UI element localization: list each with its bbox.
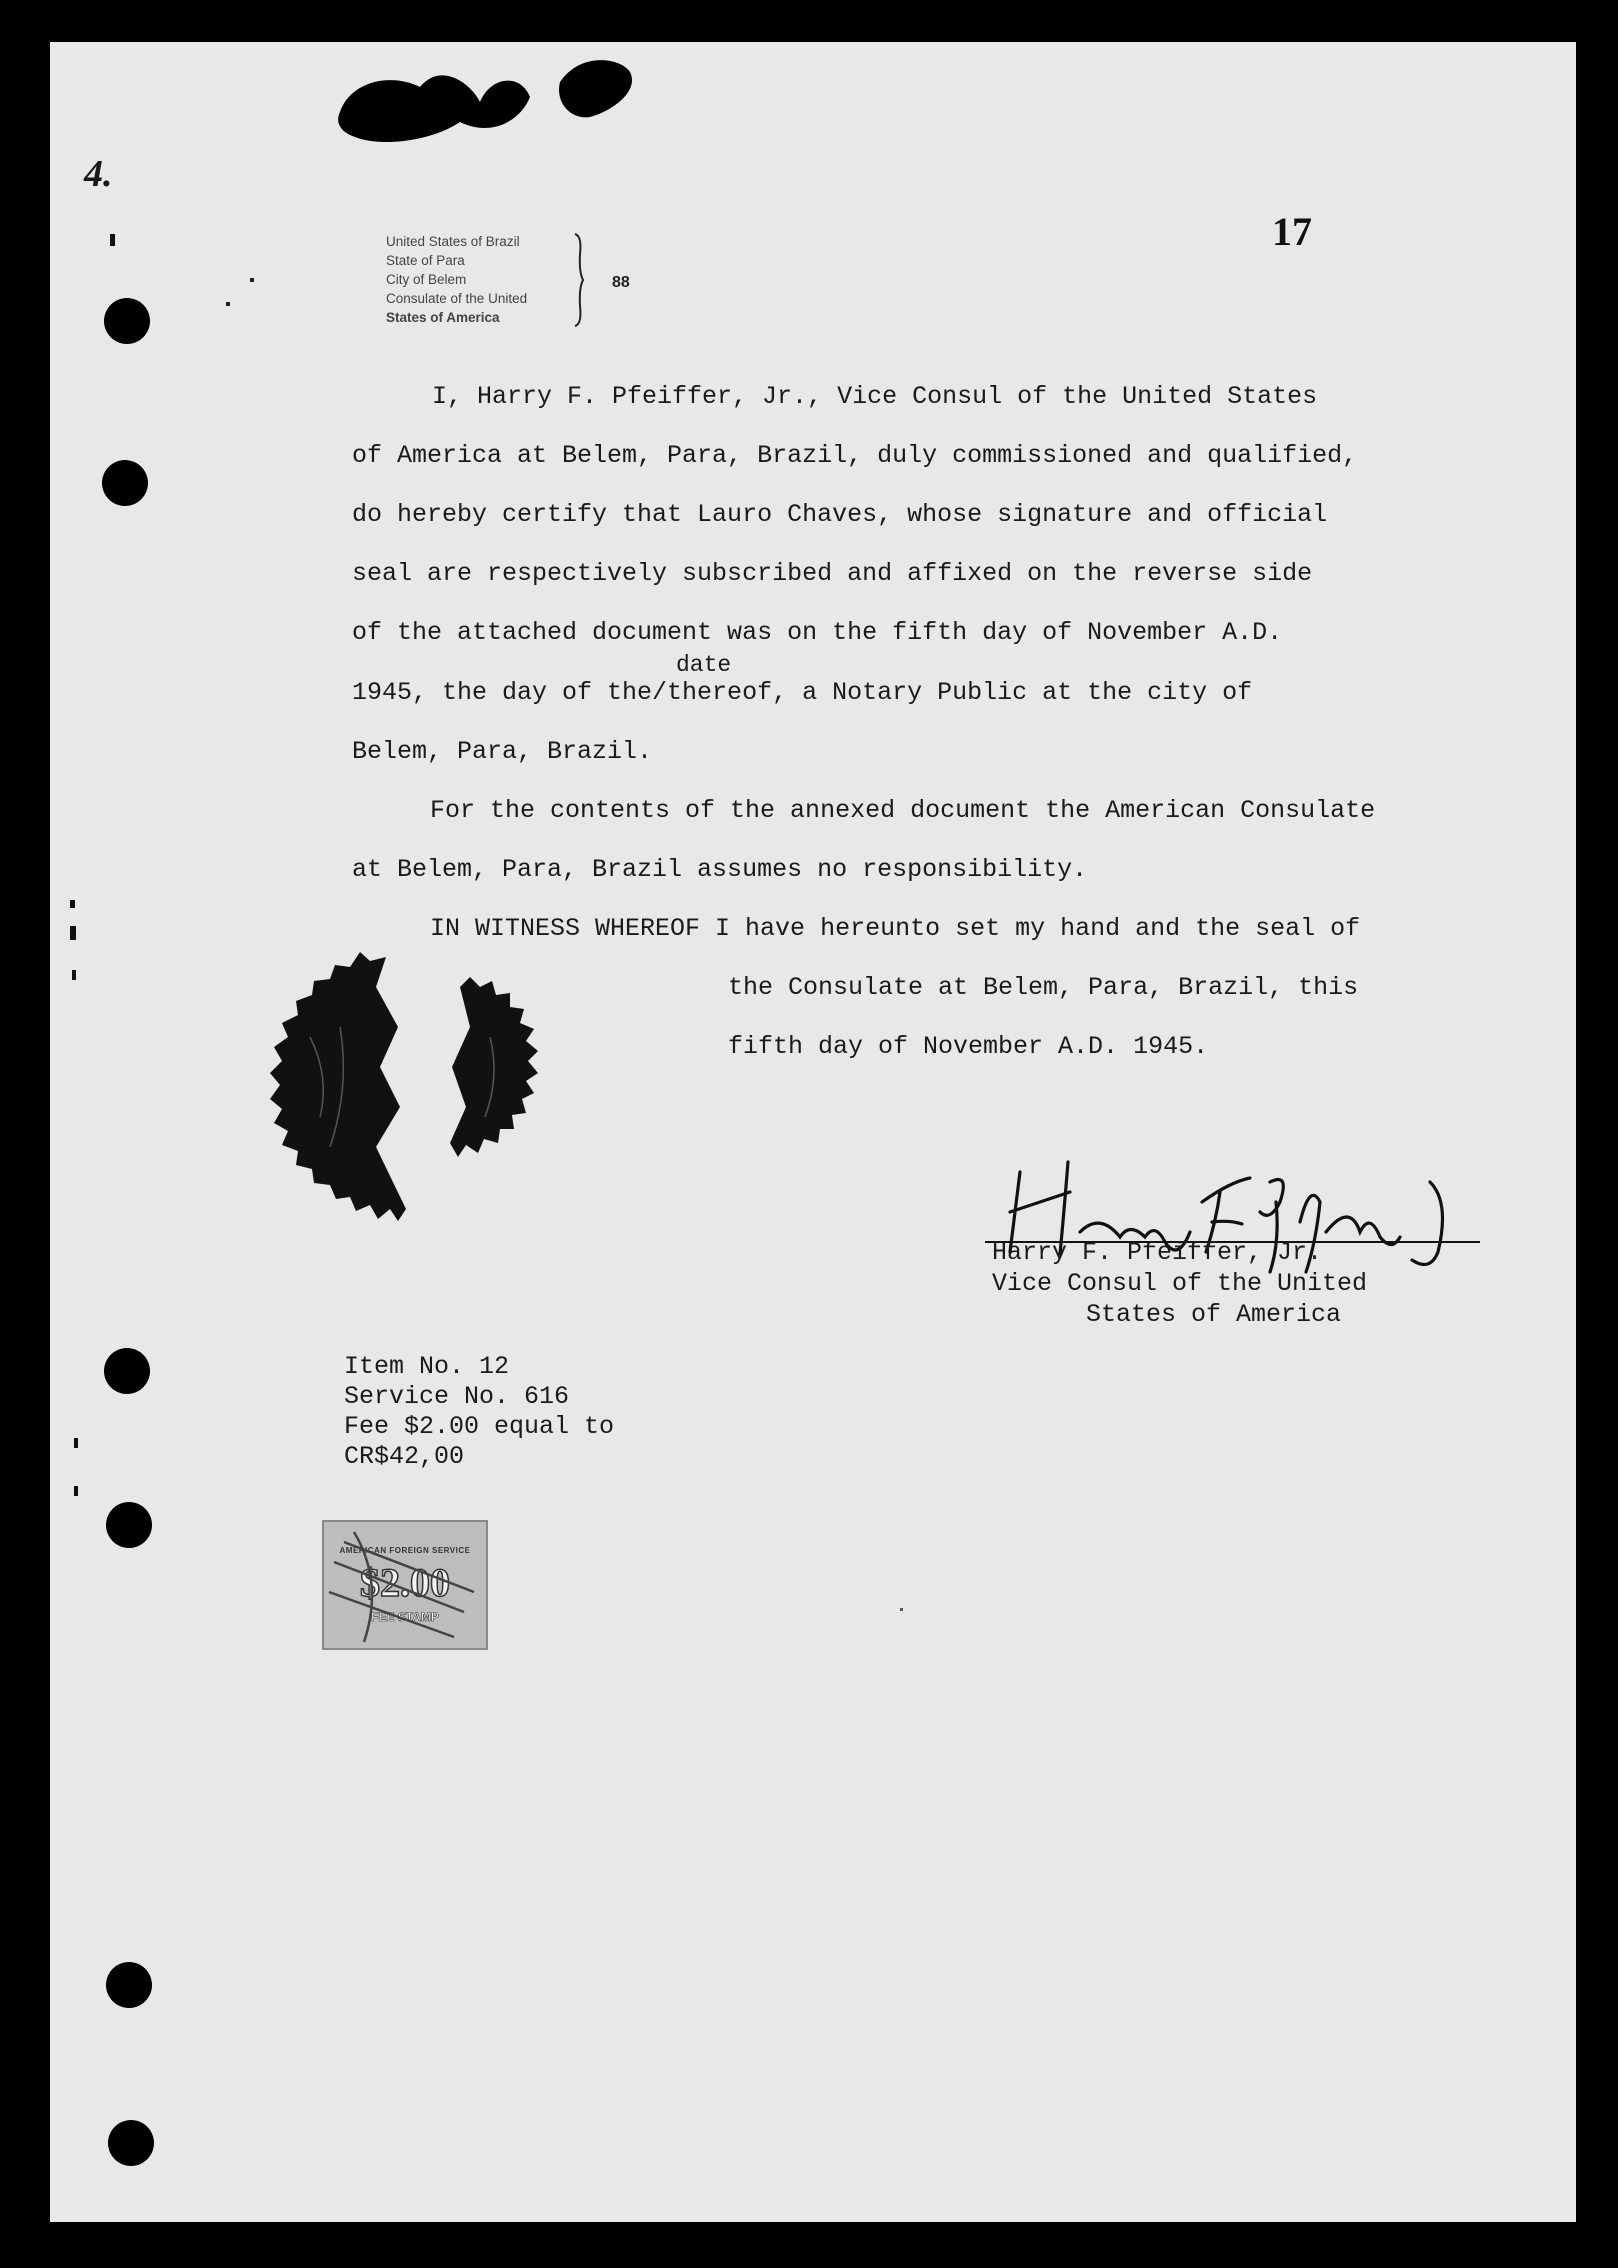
disclaimer-line: For the contents of the annexed document the American Consulate	[430, 796, 1376, 825]
speck	[250, 278, 254, 282]
speck	[72, 970, 76, 980]
witness-line: the Consulate at Belem, Para, Brazil, this	[728, 973, 1359, 1002]
speck	[70, 926, 76, 940]
punch-hole	[104, 298, 150, 344]
signer-title: States of America	[1086, 1300, 1342, 1329]
page-number: 17	[1272, 209, 1312, 254]
speck	[74, 1438, 78, 1448]
stamp-line: State of Para	[386, 253, 465, 268]
stamp-line: City of Belem	[386, 272, 467, 287]
corner-mark: 4.	[84, 153, 113, 195]
fee-stamp-top-text: AMERICAN FOREIGN SERVICE	[339, 1546, 471, 1555]
certificate-line: seal are respectively subscribed and affixed on the reverse side	[352, 559, 1313, 588]
stamp-number: 88	[612, 274, 630, 291]
fee-info-block	[344, 1352, 614, 1472]
certificate-line: of the attached document was on the fifth day of November A.D.	[352, 618, 1283, 647]
punch-hole	[106, 1502, 152, 1548]
certificate-line: Belem, Para, Brazil.	[352, 737, 653, 766]
fee-stamp-value: $2.00	[360, 1560, 450, 1605]
stamp-line: United States of Brazil	[386, 234, 520, 249]
punch-hole	[108, 2120, 154, 2166]
item-number: Item No. 12	[344, 1352, 510, 1381]
stamp-line: States of America	[386, 310, 500, 325]
consulate-address-stamp	[386, 232, 527, 327]
fee-amount: Fee $2.00 equal to	[344, 1412, 615, 1441]
service-number: Service No. 616	[344, 1382, 570, 1411]
punch-hole	[102, 460, 148, 506]
speck	[226, 302, 230, 306]
speck	[70, 900, 75, 908]
punch-hole	[104, 1348, 150, 1394]
certificate-line: do hereby certify that Lauro Chaves, whose signature and official	[352, 500, 1328, 529]
witness-line: fifth day of November A.D. 1945.	[728, 1032, 1209, 1061]
speck	[74, 1486, 78, 1496]
cancellation-marks	[324, 1522, 486, 1648]
certificate-line: 1945, the day of the/thereof, a Notary Public at the city of	[352, 678, 1253, 707]
witness-line: IN WITNESS WHEREOF I have hereunto set my hand and the seal of	[430, 914, 1361, 943]
fee-equivalent: CR$42,00	[344, 1442, 465, 1471]
document-page	[50, 42, 1576, 2222]
brace-icon	[574, 232, 584, 328]
ink-blot-mark	[330, 42, 670, 152]
signer-title: Vice Consul of the United	[992, 1269, 1368, 1298]
speck	[900, 1608, 903, 1611]
speck	[110, 234, 115, 246]
certificate-line: I, Harry F. Pfeiffer, Jr., Vice Consul of the United States	[432, 382, 1318, 411]
punch-hole	[106, 1962, 152, 2008]
handwritten-insertion: date	[676, 652, 732, 678]
embossed-seal	[180, 947, 620, 1297]
fee-stamp-bottom-text: FEE STAMP	[371, 1610, 439, 1624]
certificate-line: of America at Belem, Para, Brazil, duly commissioned and qualified,	[352, 441, 1358, 470]
fee-stamp	[322, 1520, 488, 1650]
disclaimer-line: at Belem, Para, Brazil assumes no responsibility.	[352, 855, 1088, 884]
stamp-line: Consulate of the United	[386, 291, 528, 306]
signer-name: Harry F. Pfeiffer, Jr.	[992, 1238, 1323, 1267]
